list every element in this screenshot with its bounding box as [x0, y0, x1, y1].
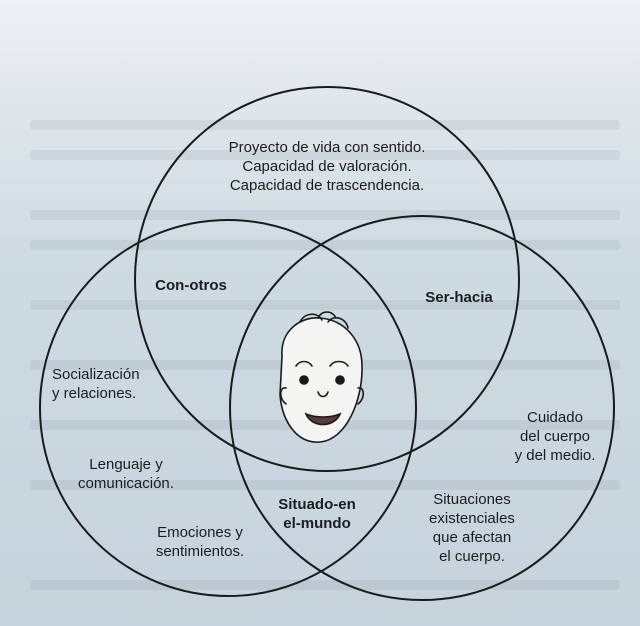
left-text-line: Socialización	[52, 366, 140, 383]
right-text-line: que afectan	[432, 529, 512, 546]
right-group-cuidado	[500, 408, 610, 465]
left-text-line: sentimientos.	[155, 543, 245, 560]
right-text-line: el cuerpo.	[439, 548, 505, 565]
left-text-line: y relaciones.	[52, 385, 137, 402]
overlap-con-otros: Con-otros	[155, 277, 227, 294]
bottom-overlap-line-1: Situado-en	[278, 496, 356, 513]
top-circle-text	[212, 138, 442, 195]
right-text-line: del cuerpo	[519, 428, 591, 445]
left-text-line: Emociones y	[157, 524, 243, 541]
right-text-line: y del medio.	[514, 447, 596, 464]
right-text-line: existenciales	[429, 510, 515, 527]
left-text-line: comunicación.	[78, 475, 174, 492]
right-text-line: Situaciones	[433, 491, 511, 508]
bottom-overlap-line-2: el-mundo	[283, 515, 351, 532]
left-group-emociones	[140, 523, 260, 561]
overlap-ser-hacia: Ser-hacia	[425, 289, 493, 306]
overlap-situado-en-el-mundo	[262, 495, 372, 533]
baby-face-icon	[280, 312, 363, 442]
right-text-line: Cuidado	[527, 409, 583, 426]
top-line-1: Proyecto de vida con sentido.	[228, 139, 426, 156]
left-group-socializacion	[52, 365, 172, 403]
top-line-3: Capacidad de trascendencia.	[229, 177, 425, 194]
left-text-line: Lenguaje y	[89, 456, 163, 473]
left-group-lenguaje	[66, 455, 186, 493]
right-group-situaciones	[412, 490, 532, 566]
top-line-2: Capacidad de valoración.	[242, 158, 412, 175]
